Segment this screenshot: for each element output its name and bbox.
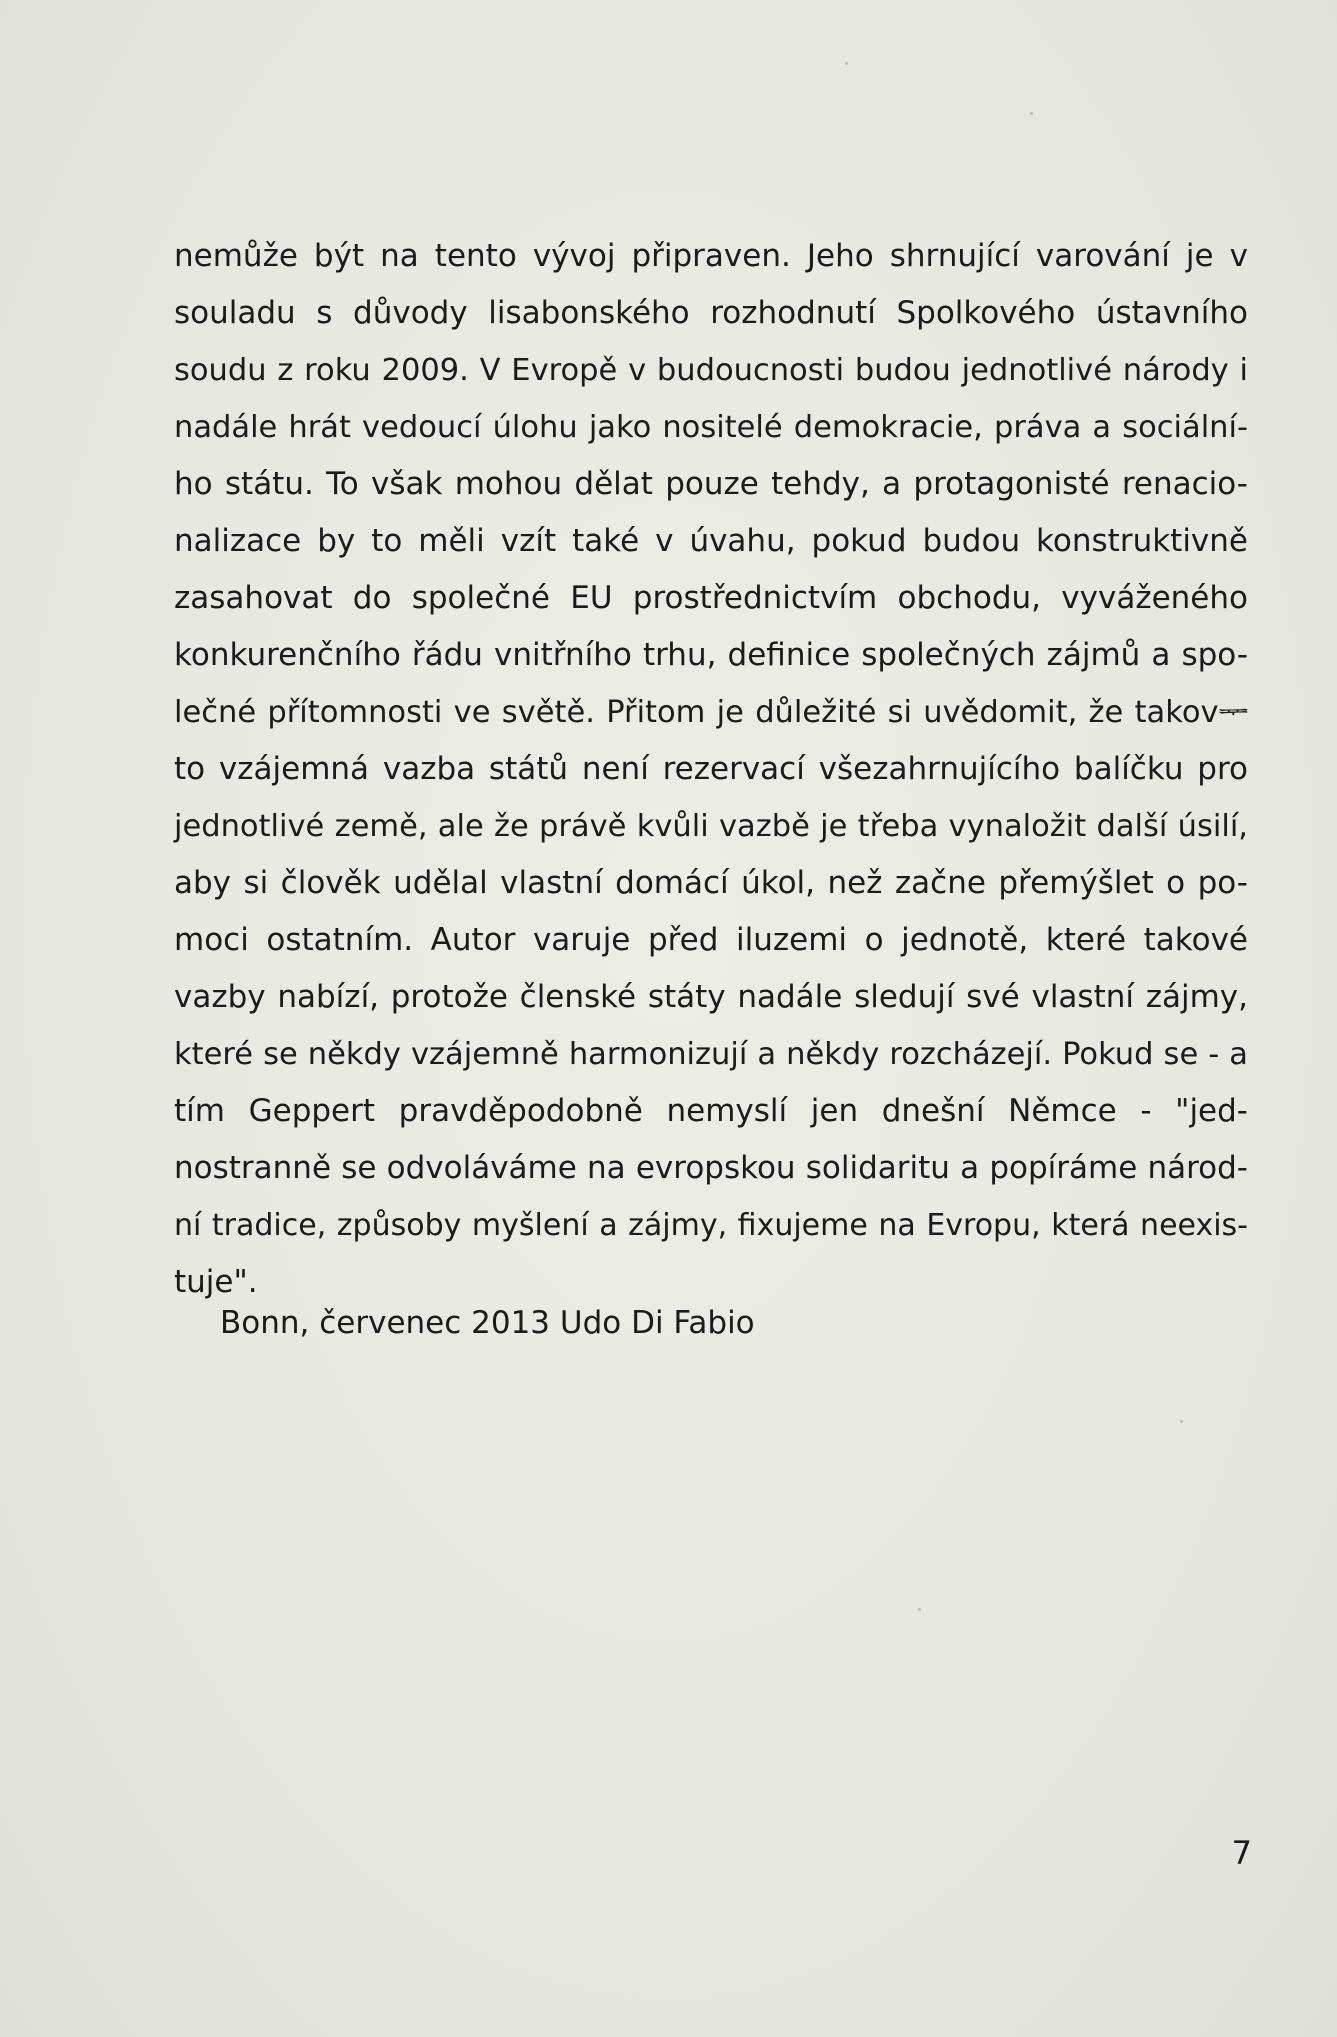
text-line: moci ostatním. Autor varuje před iluzemi o jednotě, které takové <box>174 922 1248 958</box>
text-line: to vzájemná vazba států není rezervací všezahrnujícího balíčku pro <box>174 751 1248 787</box>
text-line: konkurenčního řádu vnitřního trhu, definice společných zájmů a spo- <box>174 637 1248 673</box>
text-line: které se někdy vzájemně harmonizují a někdy rozcházejí. Pokud se - a <box>174 1037 1248 1072</box>
signature-line: Bonn, červenec 2013 Udo Di Fabio <box>220 1305 755 1341</box>
text-line: jednotlivé země, ale že právě kvůli vazbě je třeba vynaložit další úsilí, <box>174 809 1248 844</box>
text-line: zasahovat do společné EU prostřednictvím obchodu, vyváženého <box>174 580 1248 616</box>
paper-speck <box>845 62 848 65</box>
text-line: nalizace by to měli vzít také v úvahu, pokud budou konstruktivně <box>174 523 1248 559</box>
text-line: ní tradice, způsoby myšlení a zájmy, fixujeme na Evropu, která neexis- <box>174 1208 1248 1243</box>
text-line: vazby nabízí, protože členské státy nadále sledují své vlastní zájmy, <box>174 979 1248 1015</box>
text-line: soudu z roku 2009. V Evropě v budoucnosti budou jednotlivé národy i <box>174 353 1248 388</box>
body-paragraph <box>174 228 1248 1311</box>
paper-speck <box>1030 112 1033 115</box>
paper-speck <box>918 1608 921 1611</box>
text-line: aby si člověk udělal vlastní domácí úkol, než začne přemýšlet o po- <box>174 865 1248 901</box>
text-line: lečné přítomnosti ve světě. Přitom je důležité si uvědomit, že takovᆓ <box>174 695 1248 730</box>
paper-speck <box>1180 1420 1183 1423</box>
text-line-last: tuje". <box>174 1264 258 1300</box>
text-line: tím Geppert pravděpodobně nemyslí jen dnešní Němce - "jed- <box>174 1093 1248 1129</box>
page-number: 7 <box>1231 1834 1252 1872</box>
text-line: nostranně se odvoláváme na evropskou solidaritu a popíráme národ- <box>174 1150 1248 1186</box>
text-line: ho státu. To však mohou dělat pouze tehdy, a protagonisté renacio- <box>174 466 1248 502</box>
text-line: souladu s důvody lisabonského rozhodnutí Spolkového ústavního <box>174 295 1248 331</box>
text-line: nemůže být na tento vývoj připraven. Jeho shrnující varování je v <box>174 238 1248 274</box>
text-line: nadále hrát vedoucí úlohu jako nositelé demokracie, práva a sociální- <box>174 410 1248 445</box>
